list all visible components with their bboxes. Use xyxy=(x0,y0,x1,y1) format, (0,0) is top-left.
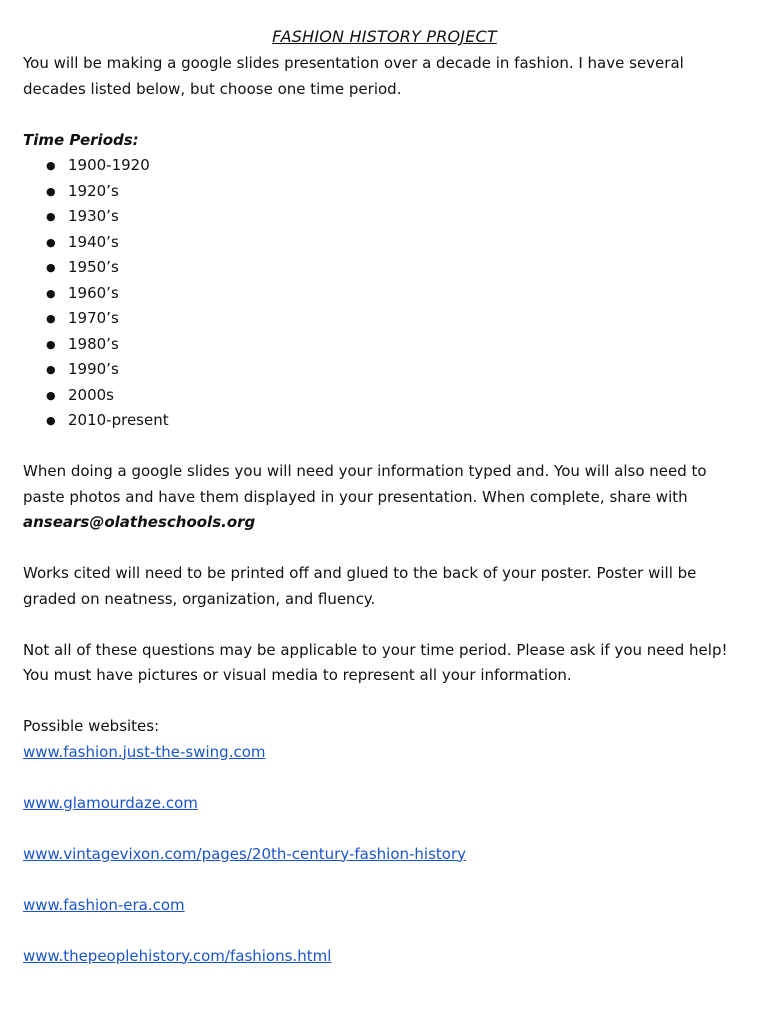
bullet-icon: ● xyxy=(46,286,56,300)
time-period-label: 1920’s xyxy=(68,181,119,200)
works-cited-paragraph: Works cited will need to be printed off and glued to the back of your poster. Poster will be graded on neatness, organization, and fluency. xyxy=(23,564,697,608)
share-email: ansears@olatheschools.org xyxy=(23,513,256,531)
questions-note-line-1: Not all of these questions may be applicable to your time period. Please ask if you need help! xyxy=(23,640,728,659)
website-row xyxy=(23,740,746,766)
time-period-item xyxy=(23,230,746,256)
time-period-item xyxy=(23,281,746,307)
spacer xyxy=(23,918,746,944)
time-period-label: 1940’s xyxy=(68,232,119,251)
time-period-label: 1990’s xyxy=(68,360,119,378)
website-row xyxy=(23,791,746,817)
website-row xyxy=(23,842,746,868)
website-link[interactable]: www.thepeoplehistory.com/fashions.html xyxy=(23,946,332,965)
website-row xyxy=(23,893,746,919)
intro-paragraph: You will be making a google slides presentation over a decade in fashion. I have several decades listed below, but choose one time period. xyxy=(23,54,684,98)
spacer xyxy=(23,816,746,842)
spacer xyxy=(23,689,746,715)
time-period-label: 1970’s xyxy=(68,309,119,327)
time-period-item xyxy=(23,179,746,205)
time-periods-heading: Time Periods: xyxy=(23,130,139,149)
bullet-icon: ● xyxy=(46,363,56,376)
time-period-label: 2010-present xyxy=(68,411,169,429)
spacer xyxy=(23,102,746,128)
spacer xyxy=(23,867,746,893)
questions-note-line-2: You must have pictures or visual media to represent all your information. xyxy=(23,666,572,684)
bullet-icon: ● xyxy=(46,312,56,325)
bullet-icon: ● xyxy=(46,414,56,427)
time-period-item xyxy=(23,408,746,434)
time-period-label: 1900-1920 xyxy=(68,156,150,174)
website-link[interactable]: www.vintagevixon.com/pages/20th-century-fashion-history xyxy=(23,844,467,863)
time-periods-list xyxy=(23,153,746,434)
time-period-item xyxy=(23,153,746,179)
website-link[interactable]: www.glamourdaze.com xyxy=(23,793,198,812)
spacer xyxy=(23,536,746,562)
time-period-label: 1950’s xyxy=(68,258,119,276)
time-period-item xyxy=(23,383,746,409)
bullet-icon: ● xyxy=(46,184,56,198)
time-period-item xyxy=(23,357,746,383)
document-title: FASHION HISTORY PROJECT xyxy=(272,27,497,46)
time-period-label: 1960’s xyxy=(68,283,119,302)
spacer xyxy=(23,434,746,460)
spacer xyxy=(23,612,746,638)
bullet-icon: ● xyxy=(46,388,56,402)
website-link[interactable]: www.fashion.just-the-swing.com xyxy=(23,742,266,761)
bullet-icon: ● xyxy=(46,210,56,223)
bullet-icon: ● xyxy=(46,337,56,351)
bullet-icon: ● xyxy=(46,261,56,274)
website-link[interactable]: www.fashion-era.com xyxy=(23,895,185,914)
time-period-item xyxy=(23,204,746,230)
bullet-icon: ● xyxy=(46,159,56,172)
time-period-label: 1980’s xyxy=(68,334,119,353)
time-period-item xyxy=(23,332,746,358)
time-period-item xyxy=(23,306,746,332)
bullet-icon: ● xyxy=(46,235,56,249)
spacer xyxy=(23,765,746,791)
website-row xyxy=(23,944,746,970)
websites-heading: Possible websites: xyxy=(23,717,160,735)
time-period-item xyxy=(23,255,746,281)
slides-paragraph: When doing a google slides you will need your information typed and. You will also need to paste photos and have them displayed in your presentation. When complete, share with xyxy=(23,462,707,506)
time-period-label: 2000s xyxy=(68,385,114,404)
time-period-label: 1930’s xyxy=(68,207,119,225)
